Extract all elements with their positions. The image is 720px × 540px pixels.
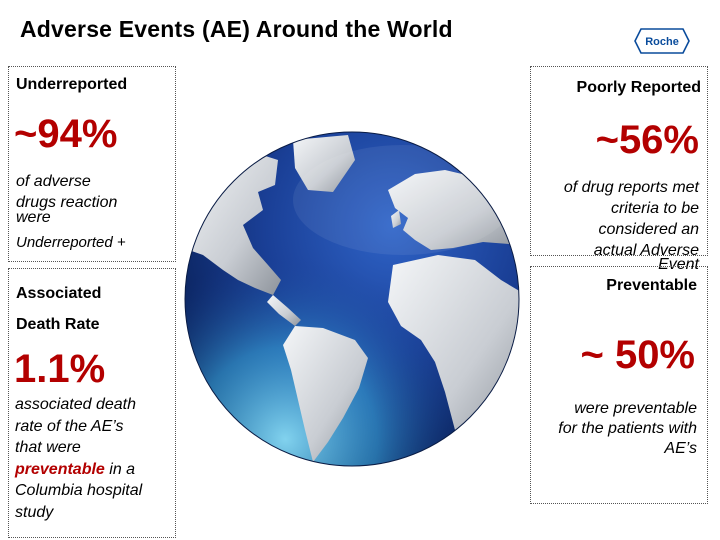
death-rate-box bbox=[8, 268, 176, 538]
preventable-desc-line: AE’s bbox=[664, 440, 697, 457]
globe-image bbox=[183, 130, 521, 468]
preventable-desc-line: were preventable bbox=[574, 400, 697, 417]
death-rate-heading bbox=[16, 278, 101, 340]
poorly-reported-value: ~56% bbox=[595, 118, 699, 162]
death-rate-desc-line bbox=[15, 459, 142, 481]
underreported-desc-line: were bbox=[16, 209, 51, 226]
death-rate-description bbox=[15, 394, 142, 523]
underreported-desc-line: drugs reaction bbox=[16, 194, 118, 211]
preventable-description bbox=[527, 399, 697, 459]
poorly-reported-desc-line: Event bbox=[658, 256, 699, 273]
poorly-reported-desc-line: criteria to be bbox=[610, 200, 699, 217]
poorly-reported-desc-line: considered an bbox=[598, 221, 699, 238]
death-rate-heading-line: Associated bbox=[16, 285, 102, 302]
poorly-reported-heading: Poorly Reported bbox=[576, 79, 701, 96]
preventable-value: ~ 50% bbox=[580, 333, 695, 377]
slide-title: Adverse Events (AE) Around the World bbox=[20, 16, 453, 42]
roche-logo-text: Roche bbox=[645, 36, 679, 48]
death-rate-heading-line: Death Rate bbox=[16, 316, 100, 333]
preventable-highlight: preventable bbox=[15, 460, 105, 478]
death-rate-desc-line: Columbia hospital bbox=[15, 482, 143, 499]
underreported-value: ~94% bbox=[14, 112, 118, 156]
poorly-reported-box bbox=[530, 66, 708, 273]
preventable-heading: Preventable bbox=[606, 277, 697, 294]
underreported-description bbox=[16, 171, 126, 253]
preventable-box bbox=[530, 266, 708, 504]
underreported-desc-line: of adverse bbox=[16, 173, 91, 190]
poorly-reported-desc-line: of drug reports met bbox=[563, 179, 699, 196]
death-rate-desc-line: that were bbox=[15, 439, 81, 456]
death-rate-desc-line: rate of the AE’s bbox=[15, 417, 124, 435]
poorly-reported-description bbox=[529, 177, 699, 273]
death-rate-value: 1.1% bbox=[14, 347, 106, 391]
preventable-desc-line: for the patients with bbox=[558, 420, 697, 437]
roche-logo bbox=[634, 27, 690, 55]
underreported-heading: Underreported bbox=[16, 76, 128, 93]
death-rate-desc-line: study bbox=[15, 503, 54, 521]
underreported-box bbox=[8, 66, 176, 262]
death-rate-desc-line: associated death bbox=[15, 396, 136, 413]
underreported-desc-line: Underreported + bbox=[16, 234, 126, 251]
poorly-reported-desc-line: actual Adverse bbox=[593, 242, 699, 259]
death-rate-desc-after: in a bbox=[104, 460, 136, 478]
